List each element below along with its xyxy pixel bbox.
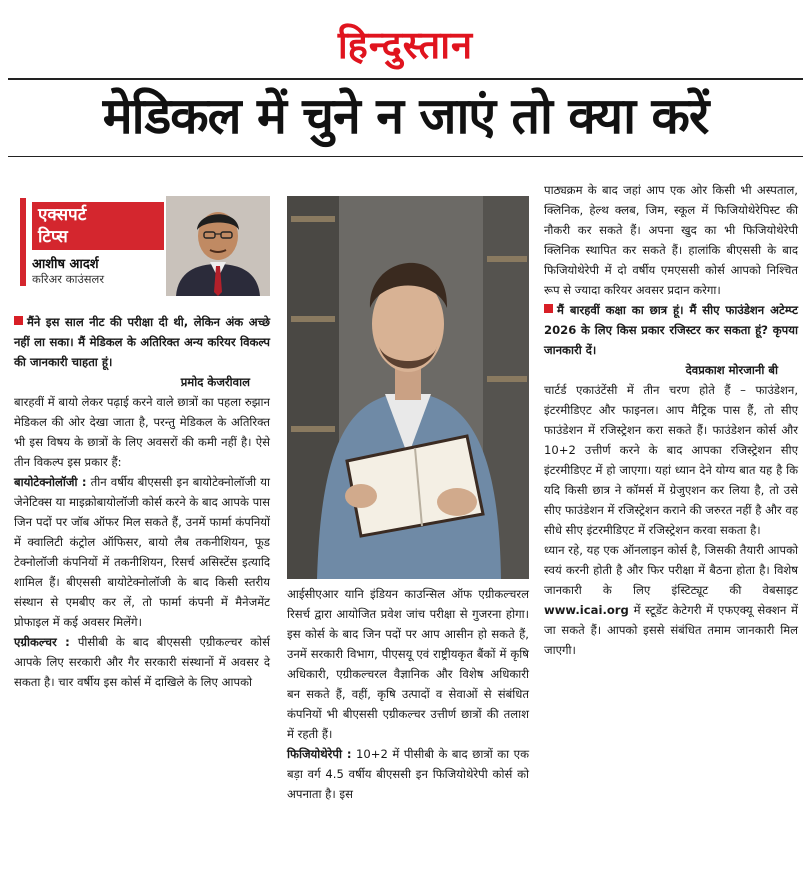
asker-1: प्रमोद केजरीवाल	[180, 375, 250, 389]
expert-portrait	[166, 196, 270, 296]
expert-role: करिअर काउंसलर	[32, 272, 105, 286]
column-right	[544, 180, 798, 660]
icai-website-link[interactable]: www.icai.org	[544, 603, 629, 617]
student-reading-photo	[287, 196, 529, 579]
column-middle	[287, 584, 529, 804]
expert-tag-line1: एक्सपर्ट	[38, 205, 87, 225]
agriculture-paragraph: एग्रीकल्चर : पीसीबी के बाद बीएससी एग्रीकल्चर कोर्स आपके लिए सरकारी और गैर सरकारी संस्थानों में अवसर दे सकता है। चार वर्षीय इस कोर्स में दाखिले के लिए आपको	[14, 635, 271, 689]
question-2: मैं बारहवीं कक्षा का छात्र हूं। मैं सीए फाउंडेशन अटेम्प्ट 2026 के लिए किस प्रकार रजिस्टर कर सकता हूं? कृपया जानकारी दें।	[544, 303, 798, 357]
agriculture-continued: आईसीएआर यानि इंडियन काउन्सिल ऑफ एग्रीकल्चरल रिसर्च द्वारा आयोजित प्रवेश जांच परीक्षा से गुजरना होगा। इस कोर्स के बाद जिन पदों पर आप आसीन हो सकते हैं, उनमें सरकारी विभाग, पीएसयू एवं राष्ट्रीयकृत बैंकों में कृषि अधिकारी, एग्रीकल्चरल वैज्ञानिक और विशेष अधिकारी बन सकते हैं, वहीं, कृषि उत्पादों व सेवाओं से संबंधित कंपनियों भी बीएससी एग्रीकल्चर उत्तीर्ण छात्रों की तलाश में रहती हैं।	[287, 587, 529, 741]
expert-accent-bar	[20, 198, 26, 286]
answer-2-note: ध्यान रहे, यह एक ऑनलाइन कोर्स है, जिसकी तैयारी आपको स्वयं करनी होती है और फिर परीक्षा में बैठना होता है। विशेष जानकारी के लिए इंस्टिट्यूट की वेबसाइट www.icai.org में स्टूडेंट केटेगरी में एफएक्यू सेक्शन में जा सकते हैं। आपको इससे संबंधित तमाम जानकारी मिल जाएगी।	[544, 543, 798, 657]
expert-tag-line2: टिप्स	[38, 227, 68, 247]
answer-2: चार्टर्ड एकाउंटेंसी में तीन चरण होते हैं – फाउंडेशन, इंटरमीडिएट और फाइनल। आप मैट्रिक पास हैं, तो सीए फाउंडेशन में रजिस्ट्रेशन करा सकते हैं। फाउंडेशन कोर्स और 10+2 उत्तीर्ण करने के बाद आपका रजिस्ट्रेशन सीए इंटरमीडिएट में हो जाएगा। यहां ध्यान देने योग्य बात यह है कि यदि किसी छात्र ने कॉमर्स में ग्रेजुएशन कर लिया है, तो उसे सीए फाउंडेशन में रजिस्ट्रेशन कराने की जरुरत नहीं है और वह सीधे सीए इंटरमीडिएट में रजिस्ट्रेशन करवा सकता है।	[544, 383, 798, 537]
headline-rule	[8, 156, 803, 157]
page-headline: मेडिकल में चुने न जाएं तो क्या करें	[102, 87, 709, 145]
newspaper-masthead: हिन्दुस्तान	[337, 22, 474, 67]
physiotherapy-continued: पाठ्यक्रम के बाद जहां आप एक ओर किसी भी अस्पताल, क्लिनिक, हेल्थ क्लब, जिम, स्कूल में फिजियोथेरेपिस्ट की नौकरी कर सकते हैं। अपना खुद का भी फिजियोथेरेपी क्लिनिक स्थापित कर सकते हैं। हालांकि बीएससी के बाद फिजियोथेरेपी में दो वर्षीय एमएससी कोर्स आपको निश्चित रूप से ज्यादा करियर अवसर प्रदान करेगा।	[544, 183, 798, 297]
masthead-rule	[8, 78, 803, 80]
question-bullet-icon	[14, 316, 23, 325]
answer-1-intro: बारहवीं में बायो लेकर पढ़ाई करने वाले छात्रों का पहला रुझान मेडिकल की ओर देखा जाता है, परन्तु मेडिकल के अतिरिक्त भी इस विषय के छात्रों के लिए अवसरों की कमी नहीं है। ऐसे तीन विकल्प इस प्रकार हैं:	[14, 395, 270, 469]
asker-2: देवप्रकाश मोरजानी बी	[685, 363, 778, 377]
column-left	[14, 312, 270, 692]
expert-tips-box	[12, 190, 274, 298]
physiotherapy-paragraph: फिजियोथेरेपी : 10+2 में पीसीबी के बाद छात्रों का एक बड़ा वर्ग 4.5 वर्षीय बीएससी इन फिजियोथेरेपी कोर्स को अपनाता है। इस	[287, 747, 530, 801]
question-bullet-icon	[544, 304, 553, 313]
expert-tips-tag	[32, 202, 164, 250]
question-1: मैंने इस साल नीट की परीक्षा दी थी, लेकिन अंक अच्छे नहीं ला सका। मैं मेडिकल के अतिरिक्त अन्य करियर विकल्प की जानकारी चाहता हूं।	[14, 315, 270, 369]
expert-name: आशीष आदर्श	[32, 257, 99, 272]
biotech-paragraph: बायोटेक्नोलॉजी : तीन वर्षीय बीएससी इन बायोटेक्नोलॉजी या जेनेटिक्स या माइक्रोबायोलॉजी कोर्स करने के बाद आपके पास जिन पदों पर जॉब ऑफर मिल सकते हैं, उनमें फार्मा कंपनियों में क्वालिटी कंट्रोल ऑफिसर, बायो लैब तकनीशियन, फूड टेक्नोलॉजी कंपनियों में तकनीशियन, रिसर्च असिस्टेंस इत्यादि शामिल हैं। बीएससी बायोटेक्नोलॉजी के बाद किसी स्तरीय संस्थान से एमबीए कर लें, तो फार्मा कंपनी में मैनेजमेंट प्रोफाइल में कई अवसर मिलेंगे।	[14, 475, 270, 629]
